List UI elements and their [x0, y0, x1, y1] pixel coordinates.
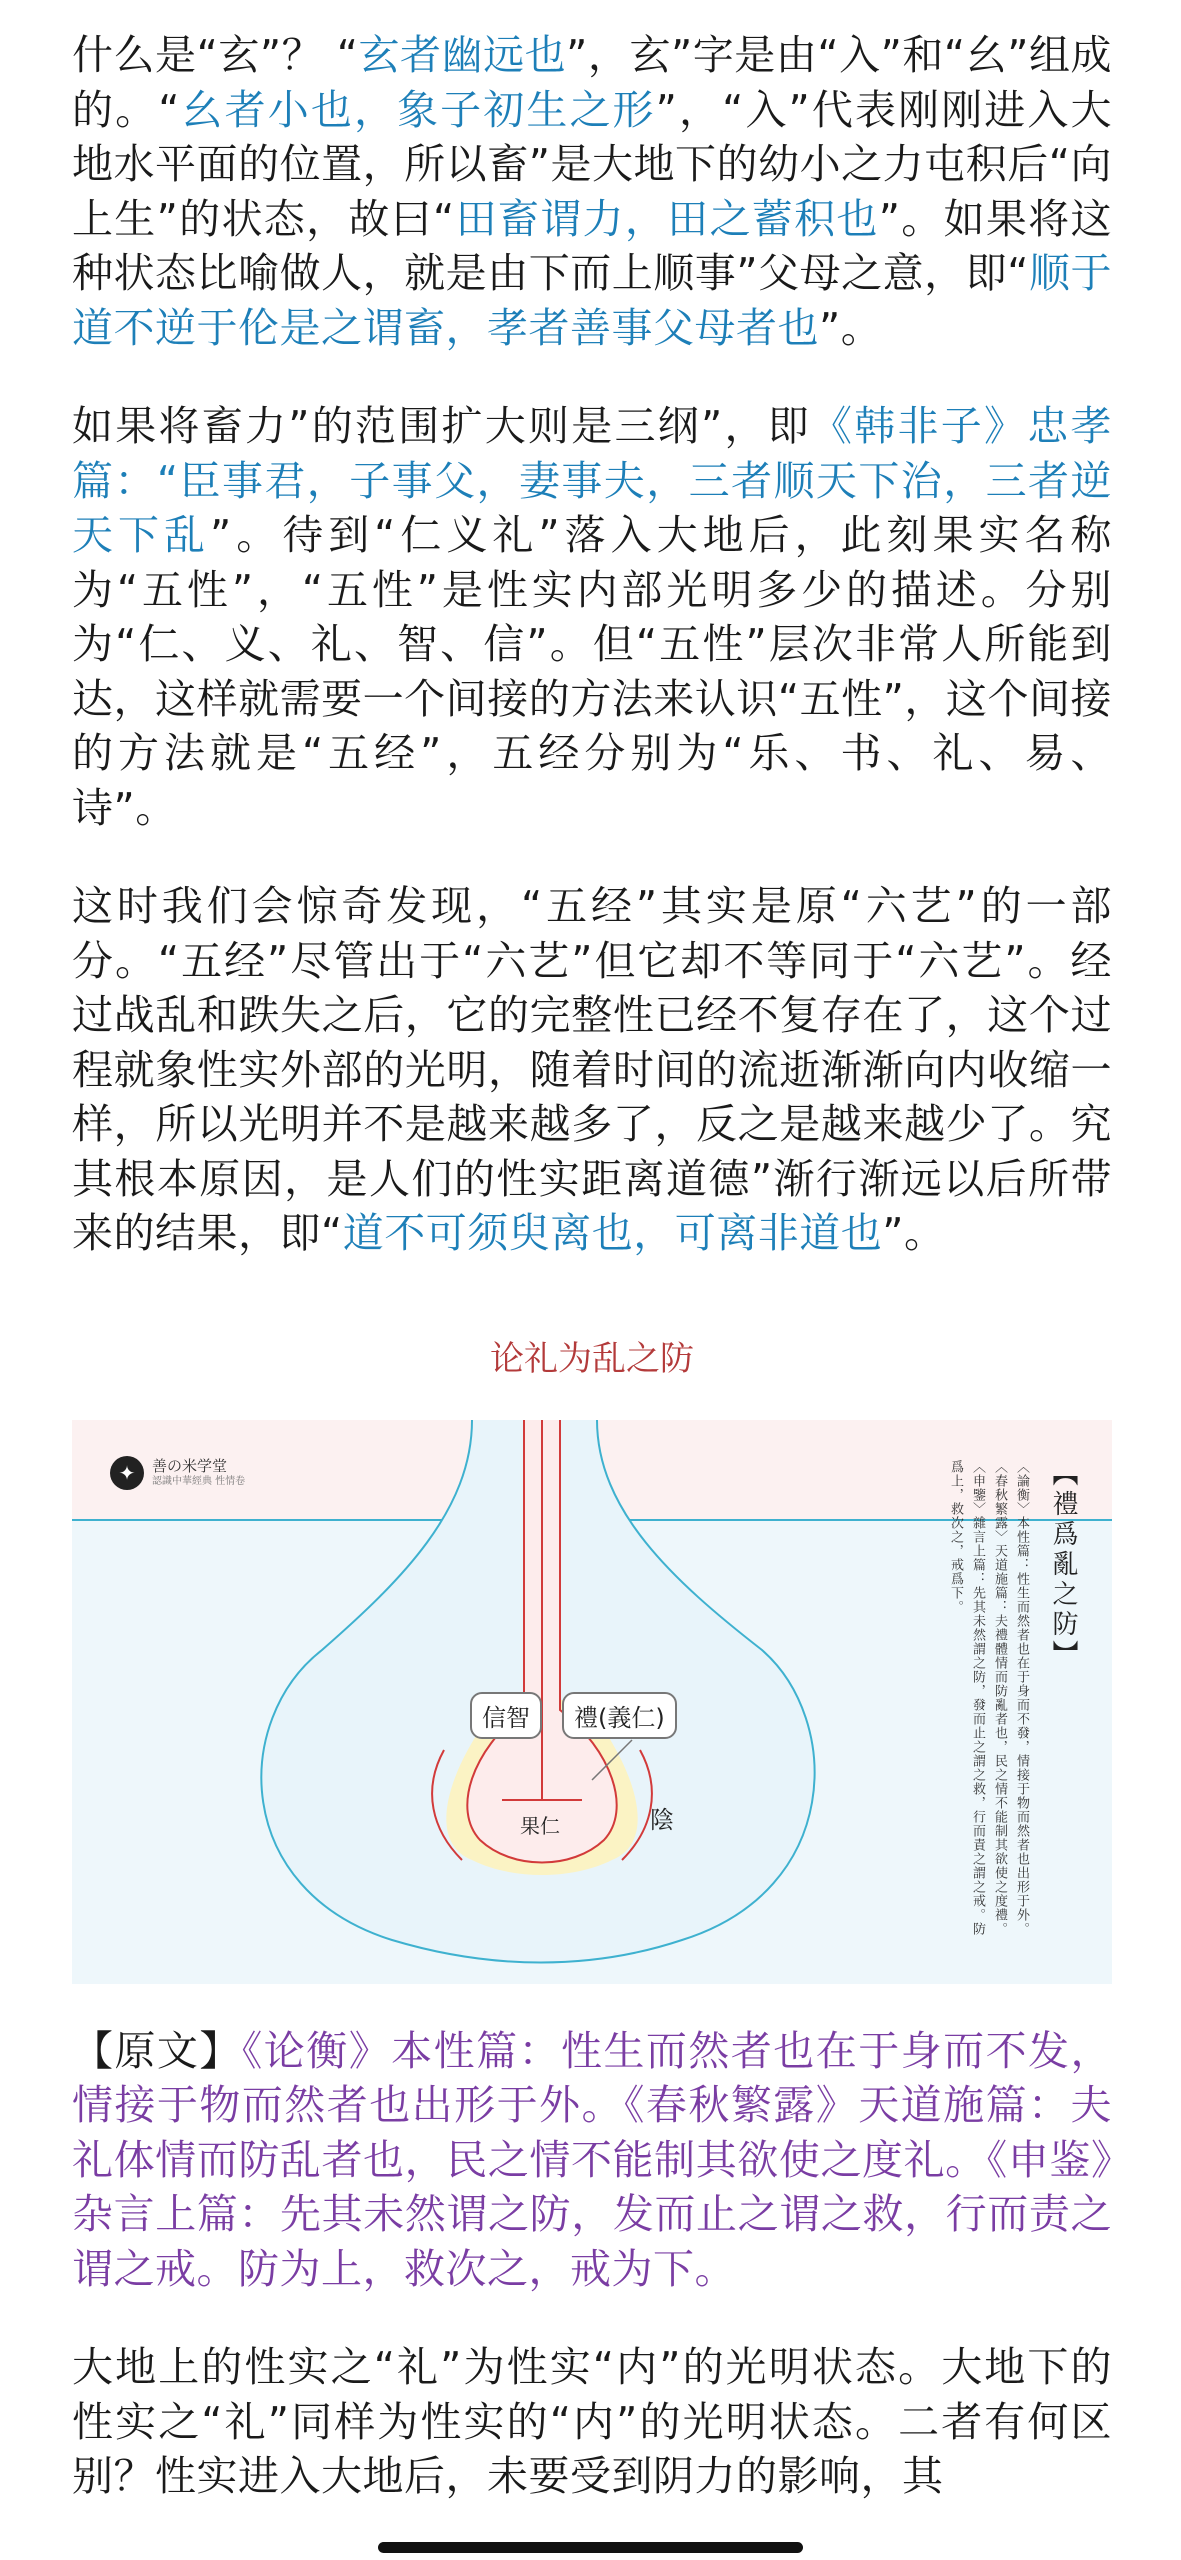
label-yin: 陰 [650, 1805, 674, 1834]
text-segment: ”，“入”代表刚刚进入大地水平面的位置，所以畜”是大地下的幼小之力屯积后“向上生”的状态，故曰“ [72, 85, 1113, 243]
text-segment: ”，玄”字是由“入”和“幺”组成的。“ [72, 31, 1113, 134]
brand-subtitle: 認識中華經典 性情卷 [152, 1475, 246, 1487]
brand-name: 善の米学堂 [152, 1456, 228, 1475]
figure-vertical-text: 〈論衡〉本性篇：性生而然者也在于身而不發，情接于物而然者也出形于外。〈春秋繁露〉天道施篇：夫禮體情而防亂者也，民之情不能制其欲使之度禮。〈申鑒〉雜言上篇：先其未然謂之防，發而止之謂之救，行而責之謂之戒。防爲上，救次之，戒爲下。 [948, 1459, 1029, 1936]
home-indicator[interactable] [378, 2542, 803, 2553]
text-segment: 《论衡》本性篇：性生而然者也在于身而不发，情接于物而然者也出形于外。《春秋繁露》天道施篇：夫礼体情而防乱者也，民之情不能制其欲使之度礼。《申鉴》杂言上篇：先其未然谓之防，发而止之谓之救，行而责之谓之戒。防为上，救次之，戒为下。 [72, 2026, 1113, 2293]
diagram-figure [72, 1420, 1112, 1984]
paragraph-original-text [72, 2024, 1112, 2297]
label-guoren: 果仁 [520, 1813, 560, 1838]
text-segment: 《韩非子》忠孝篇：“臣事君，子事父，妻事夫，三者顺天下治，三者逆天下乱 [72, 402, 1113, 559]
paragraph-2 [72, 399, 1112, 835]
figure-caption: 论礼为乱之防 [490, 1338, 694, 1379]
text-segment: ”。 [819, 303, 883, 352]
text-segment: 什么是“玄”？ “ [72, 31, 359, 79]
paragraph-5 [72, 2340, 1112, 2504]
text-segment: 大地上的性实之“礼”为性实“内”的光明状态。大地下的性实之“礼”同样为性实的“内”的光明状态。二者有何区别？性实进入大地后，未要受到阴力的影响，其 [72, 2343, 1112, 2500]
text-segment: 【原文】 [72, 2026, 242, 2075]
label-xinzhi: 信智 [470, 1692, 542, 1739]
paragraph-1 [72, 28, 1112, 355]
article-body [72, 28, 1112, 2548]
text-segment: 道不可须臾离也，可离非道也 [342, 1209, 883, 1257]
text-segment: 幺者小也，象子初生之形 [179, 85, 656, 134]
paragraph-3 [72, 879, 1112, 1261]
label-li: 禮(義仁) [562, 1692, 677, 1739]
text-segment: 田畜谓力，田之蓄积也 [454, 194, 879, 243]
text-segment: ”。 [882, 1209, 946, 1257]
text-segment: 顺于道不逆于伦是之谓畜，孝者善事父母者也 [72, 249, 1113, 352]
text-segment: 玄者幽远也 [358, 31, 567, 79]
text-segment: ”。如果将这种状态比喻做人，就是由下而上顺事”父母之意，即“ [72, 194, 1112, 297]
crane-icon: ✦ [110, 1456, 144, 1490]
text-segment: 这时我们会惊奇发现，“五经”其实是原“六艺”的一部分。“五经”尽管出于“六艺”但它却不等同于“六艺”。经过战乱和跌失之后，它的完整性已经不复存在了，这个过程就象性实外部的光明，随着时间的流逝渐渐向内收缩一样，所以光明并不是越来越多了，反之是越来越少了。究其根本原因，是人们的性实距离道德”渐行渐远以后所带来的结果，即“ [72, 882, 1112, 1257]
figure-vertical-title: 【禮爲亂之防】 [1048, 1459, 1078, 1670]
text-segment: 如果将畜力”的范围扩大则是三纲”，即 [72, 402, 811, 450]
brand-logo [110, 1456, 245, 1490]
text-segment: ”。待到“仁义礼”落入大地后，此刻果实名称为“五性”，“五性”是性实内部光明多少的描述。分别为“仁、义、礼、智、信”。但“五性”层次非常人所能到达，这样就需要一个间接的方法来认识“五性”，这个间接的方法就是“五经”，五经分别为“乐、书、礼、易、诗”。 [72, 511, 1113, 832]
